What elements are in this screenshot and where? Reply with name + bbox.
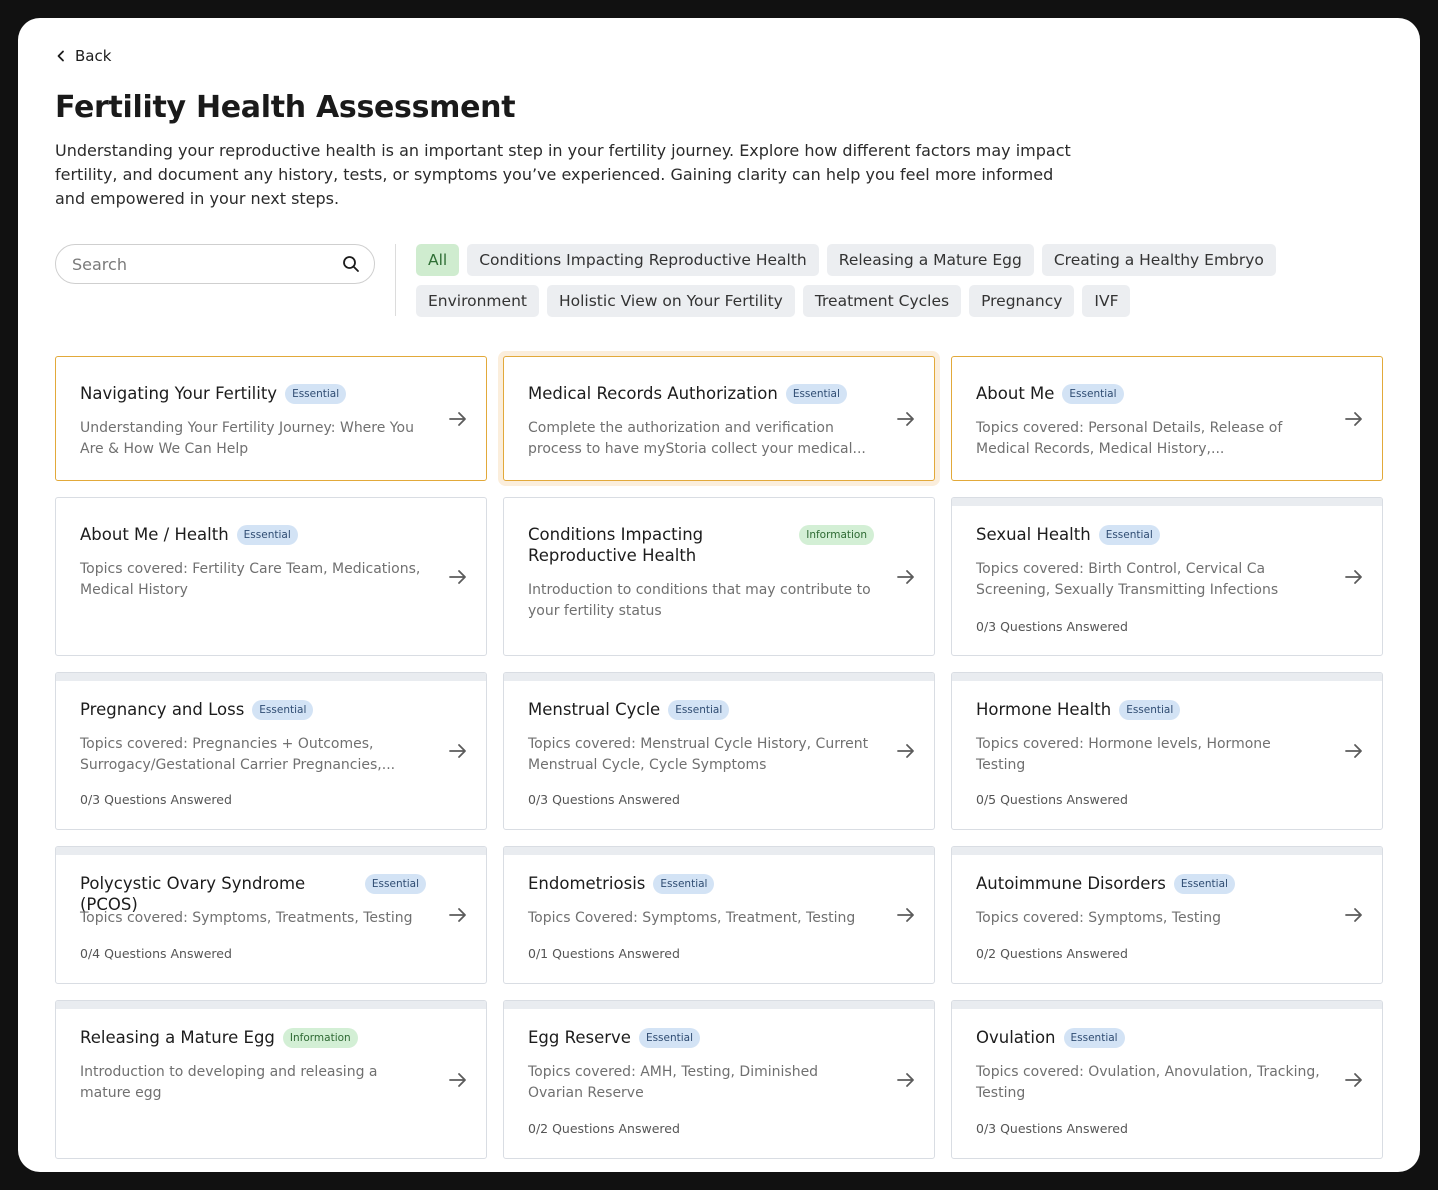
card-header [80, 1027, 426, 1048]
card-title: Endometriosis [528, 874, 646, 893]
card-header [976, 1027, 1322, 1048]
card-egg-reserve[interactable] [503, 1000, 935, 1159]
card-header [528, 383, 874, 404]
card-top-bar [504, 1001, 934, 1009]
arrow-right-icon[interactable] [1344, 1070, 1364, 1090]
card-title: Polycystic Ovary Syndrome (PCOS) [80, 874, 306, 914]
card-description: Topics covered: Personal Details, Release of Medical Records, Medical History,... [976, 420, 1283, 457]
search-input[interactable] [72, 255, 342, 274]
card-medical-records-authorization[interactable] [503, 356, 935, 481]
arrow-right-icon[interactable] [448, 567, 468, 587]
arrow-right-icon[interactable] [448, 741, 468, 761]
card-header [528, 699, 874, 720]
card-top-bar [504, 673, 934, 681]
card-header [976, 873, 1322, 894]
filter-divider [395, 244, 396, 316]
card-pregnancy-and-loss[interactable] [55, 672, 487, 830]
card-navigating-your-fertility[interactable] [55, 356, 487, 481]
card-header [528, 873, 874, 894]
card-releasing-a-mature-egg[interactable] [55, 1000, 487, 1159]
search-box[interactable] [55, 244, 375, 284]
filter-chip[interactable]: Releasing a Mature Egg [827, 244, 1034, 276]
card-top-bar [504, 847, 934, 855]
card-progress: 0/3 Questions Answered [976, 619, 1128, 634]
card-badge: Information [799, 525, 874, 545]
filter-chip[interactable]: Environment [416, 285, 539, 317]
back-button[interactable] [55, 46, 111, 66]
card-badge: Essential [285, 384, 346, 404]
card-description: Topics covered: Pregnancies + Outcomes, Surrogacy/Gestational Carrier Pregnancies,... [80, 736, 396, 773]
card-sexual-health[interactable] [951, 497, 1383, 656]
card-title: Pregnancy and Loss [80, 700, 245, 719]
card-header [976, 699, 1322, 720]
card-header [80, 383, 426, 404]
card-description: Topics covered: Symptoms, Treatments, Testing [80, 910, 413, 926]
card-title: Hormone Health [976, 700, 1112, 719]
card-header [80, 524, 426, 545]
card-header [528, 1027, 874, 1048]
card-progress: 0/1 Questions Answered [528, 946, 680, 961]
card-title: Medical Records Authorization [528, 384, 778, 403]
card-progress: 0/5 Questions Answered [976, 792, 1128, 807]
card-top-bar [952, 847, 1382, 855]
card-header [976, 524, 1322, 545]
arrow-right-icon[interactable] [896, 567, 916, 587]
card-badge: Essential [639, 1028, 700, 1048]
card-progress: 0/3 Questions Answered [528, 792, 680, 807]
card-header [976, 383, 1322, 404]
card-description: Understanding Your Fertility Journey: Where You Are & How We Can Help [80, 420, 414, 457]
arrow-right-icon[interactable] [1344, 567, 1364, 587]
arrow-right-icon[interactable] [896, 1070, 916, 1090]
card-description: Topics covered: Menstrual Cycle History, Current Menstrual Cycle, Cycle Symptoms [528, 736, 869, 773]
card-polycystic-ovary-syndrome-pcos[interactable] [55, 846, 487, 984]
card-description: Topics Covered: Symptoms, Treatment, Testing [528, 910, 856, 926]
app-window [18, 18, 1420, 1172]
card-progress: 0/2 Questions Answered [976, 946, 1128, 961]
card-description: Introduction to developing and releasing a mature egg [80, 1064, 378, 1101]
card-progress: 0/2 Questions Answered [528, 1121, 680, 1136]
card-title: Navigating Your Fertility [80, 384, 278, 403]
filter-chip[interactable]: Creating a Healthy Embryo [1042, 244, 1276, 276]
card-autoimmune-disorders[interactable] [951, 846, 1383, 984]
search-icon[interactable] [342, 255, 360, 273]
card-title: Autoimmune Disorders [976, 874, 1166, 893]
card-badge: Essential [252, 700, 313, 720]
card-progress: 0/3 Questions Answered [976, 1121, 1128, 1136]
card-top-bar [56, 847, 486, 855]
card-description: Topics covered: Birth Control, Cervical Ca Screening, Sexually Transmitting Infections [976, 561, 1279, 598]
card-description: Complete the authorization and verification process to have myStoria collect your medical... [528, 420, 866, 457]
card-menstrual-cycle[interactable] [503, 672, 935, 830]
card-title: Releasing a Mature Egg [80, 1028, 275, 1047]
card-conditions-impacting-reproductive-health[interactable] [503, 497, 935, 656]
card-badge: Essential [237, 525, 298, 545]
back-label: Back [75, 47, 112, 65]
card-description: Topics covered: Ovulation, Anovulation, Tracking, Testing [976, 1064, 1320, 1101]
card-top-bar [952, 498, 1382, 506]
card-top-bar [56, 673, 486, 681]
card-about-me[interactable] [951, 356, 1383, 481]
card-badge: Essential [1064, 1028, 1125, 1048]
card-title: Ovulation [976, 1028, 1056, 1047]
arrow-right-icon[interactable] [1344, 741, 1364, 761]
card-hormone-health[interactable] [951, 672, 1383, 830]
card-title: Menstrual Cycle [528, 700, 661, 719]
page-title: Fertility Health Assessment [55, 90, 516, 125]
filter-chip[interactable]: Conditions Impacting Reproductive Health [467, 244, 819, 276]
card-title: About Me [976, 384, 1055, 403]
arrow-right-icon[interactable] [896, 741, 916, 761]
card-top-bar [952, 1001, 1382, 1009]
card-endometriosis[interactable] [503, 846, 935, 984]
card-badge: Essential [1062, 384, 1123, 404]
filter-chip[interactable]: IVF [1082, 285, 1130, 317]
arrow-right-icon[interactable] [448, 1070, 468, 1090]
filter-chip[interactable]: Treatment Cycles [803, 285, 961, 317]
chevron-left-icon [55, 50, 67, 62]
arrow-right-icon[interactable] [1344, 409, 1364, 429]
filter-chip[interactable]: Pregnancy [969, 285, 1074, 317]
arrow-right-icon[interactable] [896, 409, 916, 429]
card-progress: 0/3 Questions Answered [80, 792, 232, 807]
card-description: Topics covered: Symptoms, Testing [976, 910, 1222, 926]
card-badge: Essential [653, 874, 714, 894]
card-badge: Essential [1174, 874, 1235, 894]
filter-chip[interactable]: Holistic View on Your Fertility [547, 285, 795, 317]
card-description: Topics covered: AMH, Testing, Diminished Ovarian Reserve [528, 1064, 819, 1101]
card-badge: Essential [1099, 525, 1160, 545]
card-title: About Me / Health [80, 525, 229, 544]
card-badge: Essential [365, 874, 426, 894]
card-description: Introduction to conditions that may contribute to your fertility status [528, 582, 871, 619]
card-description: Topics covered: Fertility Care Team, Medications, Medical History [80, 561, 421, 598]
arrow-right-icon[interactable] [1344, 905, 1364, 925]
filter-chips [416, 244, 1336, 317]
card-header [80, 699, 426, 720]
card-badge: Essential [668, 700, 729, 720]
card-progress: 0/4 Questions Answered [80, 946, 232, 961]
card-title: Sexual Health [976, 525, 1091, 544]
card-top-bar [56, 1001, 486, 1009]
card-header [528, 524, 874, 566]
filter-chip[interactable]: All [416, 244, 459, 276]
card-title: Conditions Impacting Reproductive Health [528, 525, 704, 565]
card-badge: Essential [786, 384, 847, 404]
card-top-bar [952, 673, 1382, 681]
arrow-right-icon[interactable] [448, 905, 468, 925]
arrow-right-icon[interactable] [896, 905, 916, 925]
card-badge: Information [283, 1028, 358, 1048]
card-about-me-health[interactable] [55, 497, 487, 656]
card-ovulation[interactable] [951, 1000, 1383, 1159]
arrow-right-icon[interactable] [448, 409, 468, 429]
card-title: Egg Reserve [528, 1028, 631, 1047]
card-description: Topics covered: Hormone levels, Hormone Testing [976, 736, 1271, 773]
page-intro: Understanding your reproductive health is an important step in your fertility journey. Explore how different factors may impact fertility, and document any history, tests, or symptoms you’ve experienced. Gaining clarity can help you feel more informed and empowered in your next steps. [55, 141, 1071, 208]
card-badge: Essential [1119, 700, 1180, 720]
